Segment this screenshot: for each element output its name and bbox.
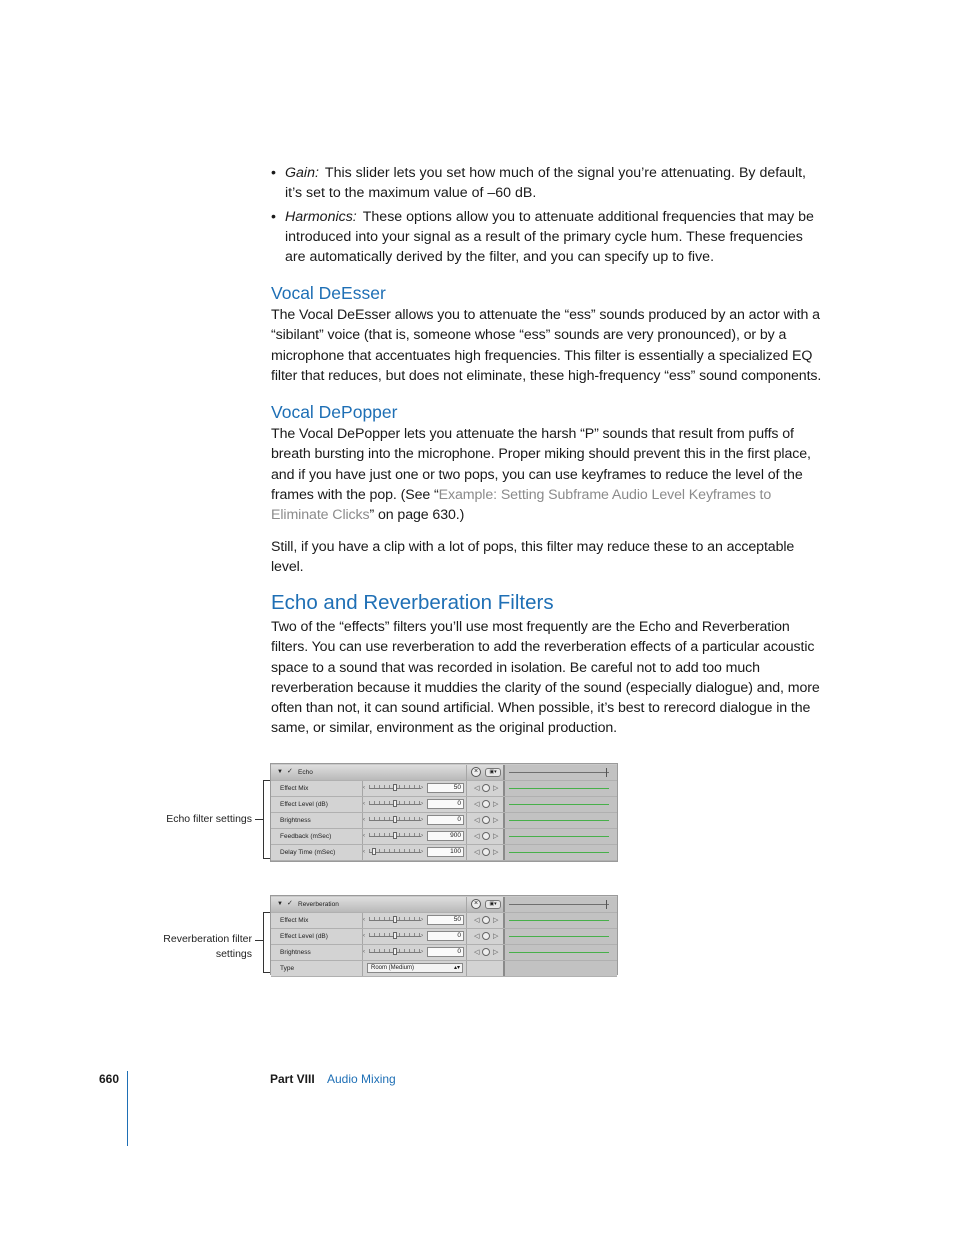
param-row	[271, 929, 617, 945]
next-keyframe-icon[interactable]: ▷	[493, 933, 499, 940]
keyframe-buttons	[467, 829, 505, 844]
param-row	[271, 945, 617, 961]
next-keyframe-icon[interactable]: ▷	[493, 785, 499, 792]
filter-name-label: Echo	[298, 769, 313, 776]
slider-left-icon: ‹	[363, 817, 365, 823]
param-row	[271, 797, 617, 813]
param-value-field[interactable]: 0	[427, 799, 464, 809]
next-keyframe-icon[interactable]: ▷	[493, 849, 499, 856]
param-name: Effect Mix	[271, 913, 363, 928]
previous-keyframe-icon[interactable]: ◁	[474, 949, 480, 956]
bullet-text: This slider lets you set how much of the signal you’re attenuating. By default, it’s set to the maximum value of –60 dB.	[285, 165, 806, 202]
slider-thumb[interactable]	[372, 848, 376, 855]
filter-menu-button[interactable]: ▣▾	[485, 768, 501, 777]
slider-left-icon: ‹	[363, 785, 365, 791]
slider-thumb[interactable]	[393, 784, 397, 791]
reverb-bracket-bottom	[263, 972, 270, 973]
timeline-line	[509, 772, 609, 773]
disclosure-triangle-icon[interactable]: ▼	[277, 901, 283, 907]
keyframe-buttons	[467, 945, 505, 960]
slider-right-icon: ›	[421, 801, 423, 807]
param-track	[505, 797, 617, 812]
param-value-field[interactable]: 900	[427, 831, 464, 841]
previous-keyframe-icon[interactable]: ◁	[474, 933, 480, 940]
bullet-term: Gain:	[285, 165, 319, 181]
footer-chapter-link[interactable]: Audio Mixing	[327, 1072, 396, 1086]
param-name: Type	[271, 961, 363, 976]
param-row	[271, 813, 617, 829]
previous-keyframe-icon[interactable]: ◁	[474, 849, 480, 856]
param-row	[271, 913, 617, 929]
section-body	[271, 617, 826, 739]
reverb-header-row	[271, 897, 617, 913]
echo-header-buttons	[467, 765, 505, 780]
echo-bracket-bottom	[263, 858, 270, 859]
section-paragraph: Two of the “effects” filters you’ll use most frequently are the Echo and Reverberation filters. You can use reverberation to add the reverberation effects of a particular acoustic space to a sound that was recorded in isolation. Be careful not to add too much reverberation because it muddies the clarity of the sound (especially dialogue) and, more often than not, it can sound artificial. When possible, it’s best to rerecord dialogue in the same, or similar, environment as the original production.	[271, 619, 820, 737]
param-slider[interactable]	[369, 788, 421, 789]
echo-header-row	[271, 765, 617, 781]
reverb-callout-label: Reverberation filter settings	[163, 933, 252, 960]
keyframe-graph-line	[509, 920, 609, 921]
bullet-list	[271, 163, 826, 270]
remove-filter-icon[interactable]: ×	[471, 899, 481, 909]
param-name: Effect Level (dB)	[271, 929, 363, 944]
bullet-marker: •	[271, 165, 276, 181]
previous-keyframe-icon[interactable]: ◁	[474, 801, 480, 808]
keyframe-buttons	[467, 845, 505, 860]
slider-thumb[interactable]	[393, 916, 397, 923]
reverb-type-row	[271, 961, 617, 977]
param-control	[363, 813, 467, 828]
reverb-header-name-cell	[271, 897, 467, 912]
depopper-body-2	[271, 537, 826, 578]
add-keyframe-button[interactable]	[482, 932, 490, 940]
enable-checkbox[interactable]: ✓	[287, 768, 293, 775]
keyframe-graph-line	[509, 852, 609, 853]
param-name: Effect Mix	[271, 781, 363, 796]
echo-bracket-pointer	[255, 819, 263, 820]
slider-thumb[interactable]	[393, 800, 397, 807]
param-track	[505, 945, 617, 960]
param-track	[505, 961, 617, 976]
track-end-marker	[606, 900, 607, 909]
filter-menu-button[interactable]: ▣▾	[485, 900, 501, 909]
param-track	[505, 845, 617, 860]
slider-thumb[interactable]	[393, 816, 397, 823]
param-value-field[interactable]: 0	[427, 815, 464, 825]
previous-keyframe-icon[interactable]: ◁	[474, 817, 480, 824]
param-row	[271, 845, 617, 861]
slider-left-icon: ‹	[363, 833, 365, 839]
param-track	[505, 829, 617, 844]
param-name: Effect Level (dB)	[271, 797, 363, 812]
bullet-harmonics	[271, 207, 826, 268]
keyframe-buttons	[467, 913, 505, 928]
keyframe-graph-line	[509, 836, 609, 837]
param-control	[363, 929, 467, 944]
reverb-type-select[interactable]	[367, 963, 463, 973]
param-track	[505, 813, 617, 828]
slider-right-icon: ›	[421, 833, 423, 839]
param-control	[363, 781, 467, 796]
heading-vocal-depopper: Vocal DePopper	[271, 402, 398, 422]
echo-filter-panel	[270, 763, 618, 862]
echo-header-track	[505, 765, 617, 780]
keyframe-buttons	[467, 797, 505, 812]
add-keyframe-button[interactable]	[482, 916, 490, 924]
keyframe-graph-line	[509, 820, 609, 821]
deesser-body	[271, 305, 826, 386]
add-keyframe-button[interactable]	[482, 816, 490, 824]
keyframe-graph-line	[509, 936, 609, 937]
add-keyframe-button[interactable]	[482, 784, 490, 792]
add-keyframe-button[interactable]	[482, 832, 490, 840]
next-keyframe-icon[interactable]: ▷	[493, 917, 499, 924]
page-number: 660	[99, 1072, 120, 1086]
param-control	[363, 829, 467, 844]
keyframe-buttons	[467, 813, 505, 828]
reverb-bracket	[263, 912, 264, 972]
add-keyframe-button[interactable]	[482, 848, 490, 856]
param-slider[interactable]	[369, 936, 421, 937]
reverb-header-track	[505, 897, 617, 912]
param-row	[271, 829, 617, 845]
param-track	[505, 929, 617, 944]
param-value-field[interactable]: 0	[427, 947, 464, 957]
keyframe-graph-line	[509, 804, 609, 805]
enable-checkbox[interactable]: ✓	[287, 900, 293, 907]
cross-reference-link[interactable]: Example: Setting Subframe Audio Level Keyframes to Eliminate Clicks	[271, 486, 772, 524]
depopper-text-before: The Vocal DePopper lets you attenuate the harsh “P” sounds that result from puffs of breath bursting into the microphone. Proper miking should prevent this in the first place, and if you have just one or two pops, you can use keyframes to reduce the level of the frames with the pop. (See “	[271, 426, 811, 503]
previous-keyframe-icon[interactable]: ◁	[474, 785, 480, 792]
next-keyframe-icon[interactable]: ▷	[493, 833, 499, 840]
slider-left-icon: ‹	[363, 933, 365, 939]
param-value-field[interactable]: 50	[427, 783, 464, 793]
depopper-paragraph-2: Still, if you have a clip with a lot of pops, this filter may reduce these to an acceptable level.	[271, 539, 795, 576]
bullet-marker: •	[271, 208, 276, 225]
reverb-bracket-pointer	[255, 940, 263, 941]
param-control	[363, 845, 467, 860]
param-slider[interactable]	[369, 836, 421, 837]
slider-left-icon: ‹	[363, 949, 365, 955]
param-buttons	[467, 961, 505, 976]
slider-left-icon: ‹	[363, 801, 365, 807]
param-slider[interactable]	[369, 852, 421, 853]
param-track	[505, 781, 617, 796]
add-keyframe-button[interactable]	[482, 948, 490, 956]
keyframe-buttons	[467, 929, 505, 944]
param-value-field[interactable]: 100	[427, 847, 464, 857]
param-slider[interactable]	[369, 920, 421, 921]
next-keyframe-icon[interactable]: ▷	[493, 817, 499, 824]
echo-callout-label: Echo filter settings	[166, 813, 252, 825]
previous-keyframe-icon[interactable]: ◁	[474, 917, 480, 924]
param-slider[interactable]	[369, 804, 421, 805]
timeline-line	[509, 904, 609, 905]
reverberation-filter-panel	[270, 895, 618, 975]
slider-ticks	[369, 849, 421, 852]
next-keyframe-icon[interactable]: ▷	[493, 949, 499, 956]
echo-bracket	[263, 780, 264, 858]
heading-vocal-deesser: Vocal DeEsser	[271, 283, 386, 303]
disclosure-triangle-icon[interactable]: ▼	[277, 769, 283, 775]
filter-name-label: Reverberation	[298, 901, 339, 908]
slider-right-icon: ›	[421, 917, 423, 923]
slider-left-icon: ‹	[363, 917, 365, 923]
slider-right-icon: ›	[421, 949, 423, 955]
deesser-paragraph: The Vocal DeEsser allows you to attenuate the “ess” sounds produced by an actor with a “sibilant” voice (that is, someone whose “ess” sounds are very pronounced), or by a microphone that accentuates high frequencies. This filter is essentially a specialized EQ filter that reduces, but does not eliminate, these high-frequency “ess” sound components.	[271, 307, 822, 384]
reverb-type-value: Room (Medium)	[371, 965, 415, 971]
param-slider[interactable]	[369, 952, 421, 953]
remove-filter-icon[interactable]: ×	[471, 767, 481, 777]
param-value-field[interactable]: 50	[427, 915, 464, 925]
echo-bracket-top	[263, 780, 270, 781]
echo-header-name-cell	[271, 765, 467, 780]
param-slider[interactable]	[369, 820, 421, 821]
slider-right-icon: ›	[421, 817, 423, 823]
reverb-bracket-top	[263, 912, 270, 913]
slider-right-icon: ›	[421, 785, 423, 791]
bullet-text: These options allow you to attenuate additional frequencies that may be introduced into your signal as a result of the primary cycle hum. These frequencies are automatically derived by the filter, and you can specify up to five.	[285, 208, 814, 266]
keyframe-graph-line	[509, 788, 609, 789]
param-name: Feedback (mSec)	[271, 829, 363, 844]
param-control	[363, 961, 467, 976]
slider-thumb[interactable]	[393, 832, 397, 839]
param-control	[363, 797, 467, 812]
footer-rule	[127, 1071, 128, 1146]
param-control	[363, 913, 467, 928]
param-name: Delay Time (mSec)	[271, 845, 363, 860]
slider-right-icon: ›	[421, 933, 423, 939]
param-control	[363, 945, 467, 960]
bullet-gain	[271, 163, 826, 204]
bullet-term: Harmonics:	[285, 208, 357, 225]
next-keyframe-icon[interactable]: ▷	[493, 801, 499, 808]
popup-arrows-icon: ▴▾	[453, 965, 460, 971]
depopper-body	[271, 424, 826, 525]
heading-echo-reverberation: Echo and Reverberation Filters	[271, 591, 554, 614]
param-row	[271, 781, 617, 797]
keyframe-graph-line	[509, 952, 609, 953]
slider-thumb[interactable]	[393, 948, 397, 955]
param-name: Brightness	[271, 945, 363, 960]
param-track	[505, 913, 617, 928]
footer-part: Part VIII	[270, 1072, 315, 1086]
keyframe-buttons	[467, 781, 505, 796]
previous-keyframe-icon[interactable]: ◁	[474, 833, 480, 840]
slider-right-icon: ›	[421, 849, 423, 855]
param-value-field[interactable]: 0	[427, 931, 464, 941]
slider-left-icon: ‹	[363, 849, 365, 855]
slider-thumb[interactable]	[393, 932, 397, 939]
add-keyframe-button[interactable]	[482, 800, 490, 808]
track-end-marker	[606, 768, 607, 777]
reverb-header-buttons	[467, 897, 505, 912]
depopper-paragraph	[271, 424, 826, 525]
depopper-text-after: ” on page 630.)	[369, 507, 465, 524]
param-name: Brightness	[271, 813, 363, 828]
